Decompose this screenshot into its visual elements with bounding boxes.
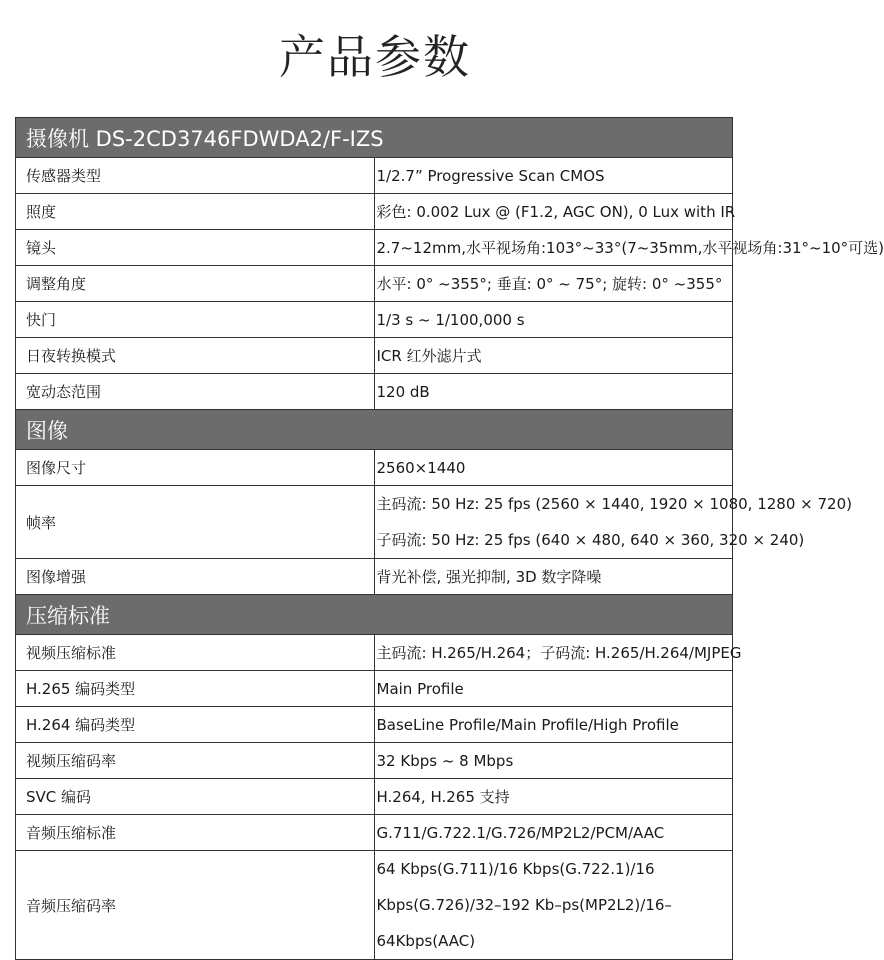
row-value: G.711/G.722.1/G.726/MP2L2/PCM/AAC: [374, 815, 733, 851]
row-value-line: 子码流: 50 Hz: 25 fps (640 × 480, 640 × 360, 320 × 240): [376, 531, 805, 549]
table-row: [16, 302, 733, 338]
row-label: 照度: [16, 194, 375, 230]
row-label: H.265 编码类型: [16, 671, 375, 707]
table-row: [16, 559, 733, 595]
row-label: SVC 编码: [16, 779, 375, 815]
row-value: 2.7~12mm,水平视场角:103°~33°(7~35mm,水平视场角:31°~10°可选): [374, 230, 733, 266]
table-row: [16, 230, 733, 266]
page-title: 产品参数: [279, 30, 471, 84]
table-row: [16, 158, 733, 194]
table-row: [16, 450, 733, 486]
row-label: 图像尺寸: [16, 450, 375, 486]
row-value: H.264, H.265 支持: [374, 779, 733, 815]
section-header-image: [16, 410, 733, 450]
row-value: 彩色: 0.002 Lux @ (F1.2, AGC ON), 0 Lux with IR: [374, 194, 733, 230]
table-row: [16, 486, 733, 559]
row-value: 32 Kbps ~ 8 Mbps: [374, 743, 733, 779]
section-header-camera: [16, 118, 733, 158]
row-label: 宽动态范围: [16, 374, 375, 410]
row-value: 1/2.7” Progressive Scan CMOS: [374, 158, 733, 194]
row-label: 图像增强: [16, 559, 375, 595]
table-row: [16, 779, 733, 815]
table-row: [16, 815, 733, 851]
row-value: BaseLine Profile/Main Profile/High Profile: [374, 707, 733, 743]
row-value: 2560×1440: [374, 450, 733, 486]
row-label: 帧率: [16, 486, 375, 559]
row-value: ICR 红外滤片式: [374, 338, 733, 374]
row-label: 音频压缩码率: [16, 851, 375, 960]
row-label: 视频压缩码率: [16, 743, 375, 779]
row-label: 调整角度: [16, 266, 375, 302]
table-row: [16, 194, 733, 230]
row-value: 水平: 0° ~355°; 垂直: 0° ~ 75°; 旋转: 0° ~355°: [374, 266, 733, 302]
table-row: [16, 635, 733, 671]
row-value: 1/3 s ~ 1/100,000 s: [374, 302, 733, 338]
row-value-line: 主码流: 50 Hz: 25 fps (2560 × 1440, 1920 × 1080, 1280 × 720): [376, 495, 852, 513]
section-heading: 图像: [16, 410, 733, 450]
row-label: 音频压缩标准: [16, 815, 375, 851]
section-header-compression: [16, 595, 733, 635]
row-label: 视频压缩标准: [16, 635, 375, 671]
section-heading: 压缩标准: [16, 595, 733, 635]
row-label: 日夜转换模式: [16, 338, 375, 374]
table-row: [16, 266, 733, 302]
row-label: 传感器类型: [16, 158, 375, 194]
table-row: [16, 671, 733, 707]
table-row: [16, 374, 733, 410]
row-value: Main Profile: [374, 671, 733, 707]
row-value: 背光补偿, 强光抑制, 3D 数字降噪: [374, 559, 733, 595]
row-label: 镜头: [16, 230, 375, 266]
spec-table: [15, 117, 884, 960]
table-row: [16, 338, 733, 374]
table-row: [16, 707, 733, 743]
row-label: 快门: [16, 302, 375, 338]
row-label: H.264 编码类型: [16, 707, 375, 743]
row-value: 主码流: H.265/H.264；子码流: H.265/H.264/MJPEG: [374, 635, 733, 671]
row-value: 120 dB: [374, 374, 733, 410]
table-row: [16, 743, 733, 779]
table-row: [16, 851, 733, 960]
section-heading: 摄像机 DS-2CD3746FDWDA2/F-IZS: [16, 118, 733, 158]
row-value: [374, 486, 852, 559]
row-value: 64 Kbps(G.711)/16 Kbps(G.722.1)/16 Kbps(G.726)/32–192 Kb–ps(MP2L2)/16–64Kbps(AAC): [374, 851, 733, 960]
